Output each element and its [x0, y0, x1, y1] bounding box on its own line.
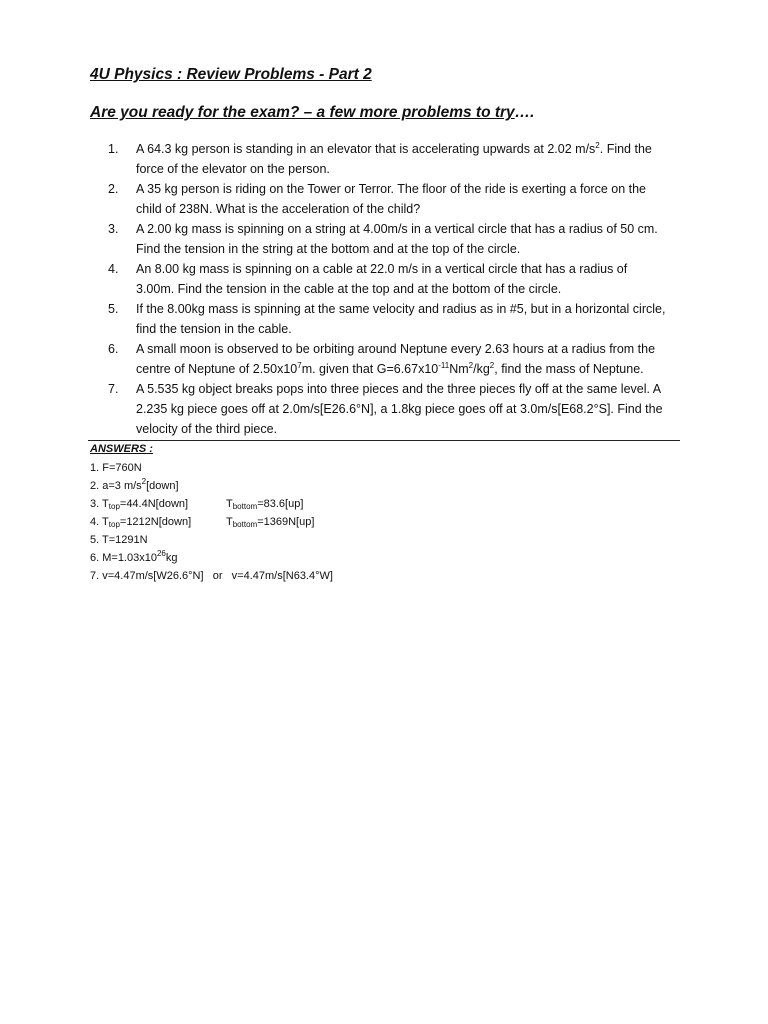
subscript: bottom [232, 520, 258, 529]
document-title: 4U Physics : Review Problems - Part 2 [90, 66, 372, 83]
problem-text-part: . Find the force of the elevator on the person. [136, 142, 652, 176]
answer-item [90, 477, 333, 495]
subscript: bottom [232, 502, 258, 511]
answer-text: =1369N[up] [257, 516, 315, 528]
problem-text-part: A 64.3 kg person is standing in an elevator that is accelerating upwards at 2.02 m/s [136, 142, 596, 156]
answer-text: [down] [146, 480, 179, 492]
problem-item [108, 139, 668, 179]
answer-second-value [226, 495, 303, 513]
problem-item [108, 299, 668, 339]
problem-text-part: , find the mass of Neptune. [494, 362, 644, 376]
superscript: 26 [156, 549, 166, 558]
answers-heading: ANSWERS : [90, 443, 153, 455]
problem-number: 5. [108, 302, 119, 316]
problem-number: 3. [108, 222, 119, 236]
problem-text [136, 142, 652, 176]
section-divider [88, 440, 680, 441]
subtitle-text: Are you ready for the exam? – a few more problems to try [90, 104, 515, 121]
superscript: -11 [438, 361, 450, 370]
problem-number: 2. [108, 182, 119, 196]
problem-text: A 35 kg person is riding on the Tower or Terror. The floor of the ride is exerting a force on the child of 238N. What is the acceleration of the child? [136, 182, 647, 216]
problem-list [108, 139, 668, 439]
subscript: top [108, 520, 120, 529]
subtitle-ellipsis: …. [514, 104, 535, 121]
answer-item [90, 567, 333, 585]
answer-text: 6. M=1.03x10 [90, 552, 157, 564]
answer-text: 7. v=4.47m/s[W26.6°N] or v=4.47m/s[N63.4°W] [90, 570, 333, 582]
answer-text: =44.4N[down] [119, 498, 189, 510]
superscript: 7 [297, 361, 302, 370]
document-subtitle [90, 104, 534, 122]
answer-list [90, 459, 333, 585]
problem-number: 7. [108, 382, 119, 396]
problem-text [136, 342, 655, 376]
problem-text-part: /kg [473, 362, 490, 376]
problem-text: A 2.00 kg mass is spinning on a string at 4.00m/s in a vertical circle that has a radius of 50 cm. Find the tension in the string at the bottom and at the top of the circle. [136, 222, 658, 256]
answer-item [90, 513, 333, 531]
problem-item [108, 339, 668, 379]
problem-text: A 5.535 kg object breaks pops into three pieces and the three pieces fly off at the same level. A 2.235 kg piece goes off at 2.0m/s[E26.6°N], a 1.8kg piece goes off at 3.0m/s[E68.2°S]. Find the velocity of the third piece. [136, 382, 663, 436]
problem-text-part: m. given that G=6.67x10 [301, 362, 439, 376]
superscript: 2 [489, 361, 495, 370]
problem-item [108, 379, 668, 439]
problem-text: If the 8.00kg mass is spinning at the same velocity and radius as in #5, but in a horizontal circle, find the tension in the cable. [136, 302, 666, 336]
subscript: top [108, 502, 120, 511]
answer-item [90, 531, 333, 549]
superscript: 2 [595, 141, 600, 150]
answer-text: T [226, 516, 233, 528]
problem-item [108, 179, 668, 219]
answer-text: 2. a=3 m/s [90, 480, 142, 492]
problem-item [108, 259, 668, 299]
problem-item [108, 219, 668, 259]
answer-text: 1. F=760N [90, 462, 142, 474]
answer-text: 3. T [90, 498, 109, 510]
answer-text: T [226, 498, 233, 510]
answer-text: kg [165, 552, 178, 564]
answer-item [90, 495, 333, 513]
answer-item [90, 549, 333, 567]
answer-text: =1212N[down] [119, 516, 192, 528]
answer-text: 4. T [90, 516, 109, 528]
problem-text: An 8.00 kg mass is spinning on a cable at 22.0 m/s in a vertical circle that has a radius of 3.00m. Find the tension in the cable at the top and at the bottom of the circle. [136, 262, 628, 296]
superscript: 2 [468, 361, 474, 370]
problem-number: 6. [108, 342, 119, 356]
answer-item [90, 459, 333, 477]
superscript: 2 [141, 477, 147, 486]
answer-text: =83.6[up] [257, 498, 304, 510]
problem-text-part: Nm [449, 362, 469, 376]
answer-second-value [226, 513, 314, 531]
answer-text: 5. T=1291N [90, 534, 148, 546]
problem-number: 1. [108, 142, 119, 156]
problem-text-part: A small moon is observed to be orbiting around Neptune every 2.63 hours at a radius from the centre of Neptune of 2.50x10 [136, 342, 656, 376]
problem-number: 4. [108, 262, 119, 276]
